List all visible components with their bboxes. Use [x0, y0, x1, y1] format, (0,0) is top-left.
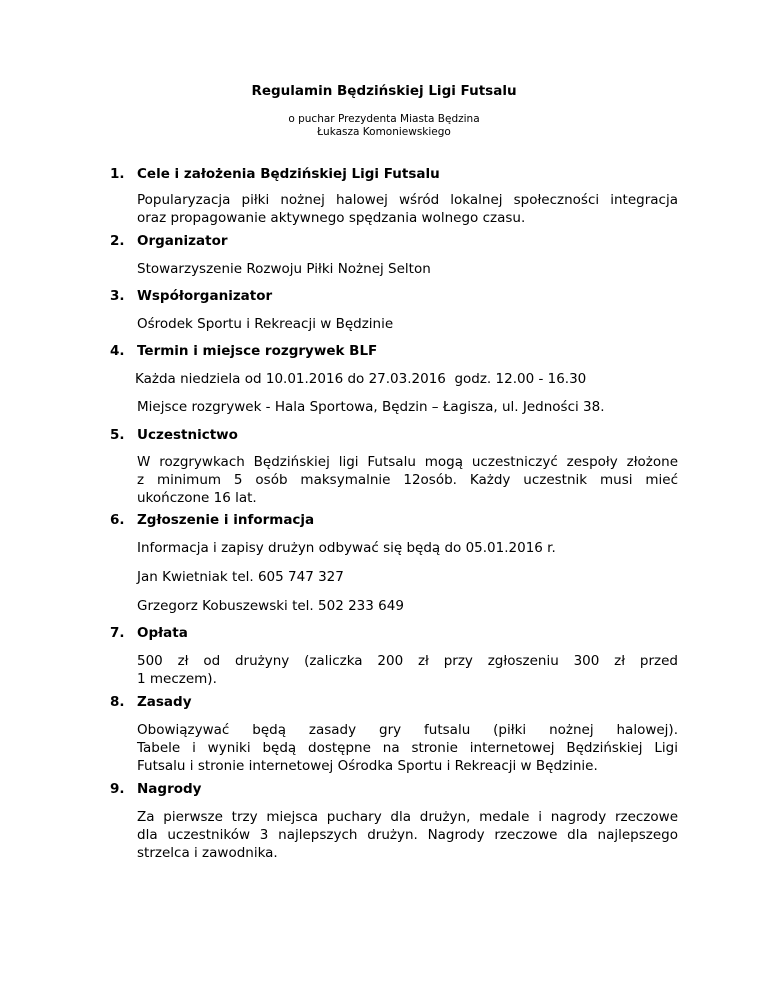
section-paragraph [137, 721, 678, 775]
section-title: Uczestnictwo [137, 427, 238, 443]
contact-line [137, 597, 678, 615]
paragraph-line: Każda niedziela od 10.01.2016 do 27.03.2016 godz. 12.00 - 16.30 [135, 371, 587, 387]
section-paragraph [137, 260, 678, 278]
section-coorganizer [110, 287, 680, 332]
section-heading [110, 693, 680, 711]
section-title: Zasady [137, 694, 192, 710]
section-heading [110, 624, 680, 642]
section-number: 5. [110, 427, 125, 443]
subtitle-line: Łukasza Komoniewskiego [317, 126, 451, 138]
section-title: Opłata [137, 625, 188, 641]
paragraph-line: Grzegorz Kobuszewski tel. 502 233 649 [137, 598, 404, 614]
section-number: 8. [110, 694, 125, 710]
section-participation [110, 426, 680, 506]
paragraph-line: Informacja i zapisy drużyn odbywać się będą do 05.01.2016 r. [137, 540, 556, 556]
section-paragraph [137, 539, 678, 557]
paragraph-line: W rozgrywkach Będzińskiej ligi Futsalu mogą uczestniczyć zespoły złożone [137, 454, 678, 470]
section-fee [110, 624, 680, 687]
document-title: Regulamin Będzińskiej Ligi Futsalu [251, 83, 517, 99]
paragraph-line: z minimum 5 osób maksymalnie 12osób. Każdy uczestnik musi mieć [137, 472, 678, 488]
paragraph-line: oraz propagowanie aktywnego spędzania wolnego czasu. [137, 210, 526, 226]
section-number: 1. [110, 166, 125, 182]
section-number: 9. [110, 781, 125, 797]
paragraph-line: Za pierwsze trzy miejsca puchary dla drużyn, medale i nagrody rzeczowe [137, 809, 678, 825]
paragraph-line: ukończone 16 lat. [137, 490, 257, 506]
subtitle-line: o puchar Prezydenta Miasta Będzina [288, 113, 480, 125]
paragraph-line: Miejsce rozgrywek - Hala Sportowa, Będzin – Łagisza, ul. Jedności 38. [137, 399, 605, 415]
section-paragraph [135, 370, 676, 388]
section-prizes [110, 780, 680, 861]
document-subtitle [0, 113, 768, 139]
paragraph-line: Ośrodek Sportu i Rekreacji w Będzinie [137, 316, 394, 332]
paragraph-line: 500 zł od drużyny (zaliczka 200 zł przy zgłoszeniu 300 zł przed [137, 653, 678, 669]
paragraph-line: Stowarzyszenie Rozwoju Piłki Nożnej Selton [137, 261, 431, 277]
paragraph-line: Popularyzacja piłki nożnej halowej wśród lokalnej społeczności integracja [137, 192, 678, 208]
section-goals [110, 165, 680, 226]
section-heading [110, 342, 680, 360]
section-organizer [110, 232, 680, 277]
paragraph-line: 1 meczem). [137, 671, 217, 687]
section-heading [110, 426, 680, 444]
section-paragraph [137, 453, 678, 507]
section-heading [110, 780, 680, 798]
section-paragraph [137, 652, 678, 688]
paragraph-line: Obowiązywać będą zasady gry futsalu (piłki nożnej halowej). [137, 722, 678, 738]
section-heading [110, 165, 680, 183]
section-registration [110, 511, 680, 614]
section-paragraph [137, 315, 678, 333]
section-paragraph [137, 191, 678, 227]
section-number: 2. [110, 233, 125, 249]
section-heading [110, 511, 680, 529]
section-schedule [110, 342, 680, 415]
paragraph-line: Tabele i wyniki będą dostępne na stronie internetowej Będzińskiej Ligi [137, 740, 678, 756]
section-title: Nagrody [137, 781, 202, 797]
paragraph-line: strzelca i zawodnika. [137, 845, 278, 861]
section-heading [110, 232, 680, 250]
section-paragraph [137, 398, 678, 416]
section-rules [110, 693, 680, 774]
paragraph-line: Jan Kwietniak tel. 605 747 327 [137, 569, 344, 585]
section-title: Zgłoszenie i informacja [137, 512, 315, 528]
contact-line [137, 568, 678, 586]
section-title: Współorganizator [137, 288, 273, 304]
section-number: 7. [110, 625, 125, 641]
paragraph-line: Futsalu i stronie internetowej Ośrodka Sportu i Rekreacji w Będzinie. [137, 758, 598, 774]
paragraph-line: dla uczestników 3 najlepszych drużyn. Nagrody rzeczowe dla najlepszego [137, 827, 678, 843]
section-title: Termin i miejsce rozgrywek BLF [137, 343, 378, 359]
section-number: 4. [110, 343, 125, 359]
section-paragraph [137, 808, 678, 862]
section-number: 3. [110, 288, 125, 304]
section-title: Cele i założenia Będzińskiej Ligi Futsalu [137, 166, 440, 182]
section-number: 6. [110, 512, 125, 528]
section-heading [110, 287, 680, 305]
section-title: Organizator [137, 233, 228, 249]
